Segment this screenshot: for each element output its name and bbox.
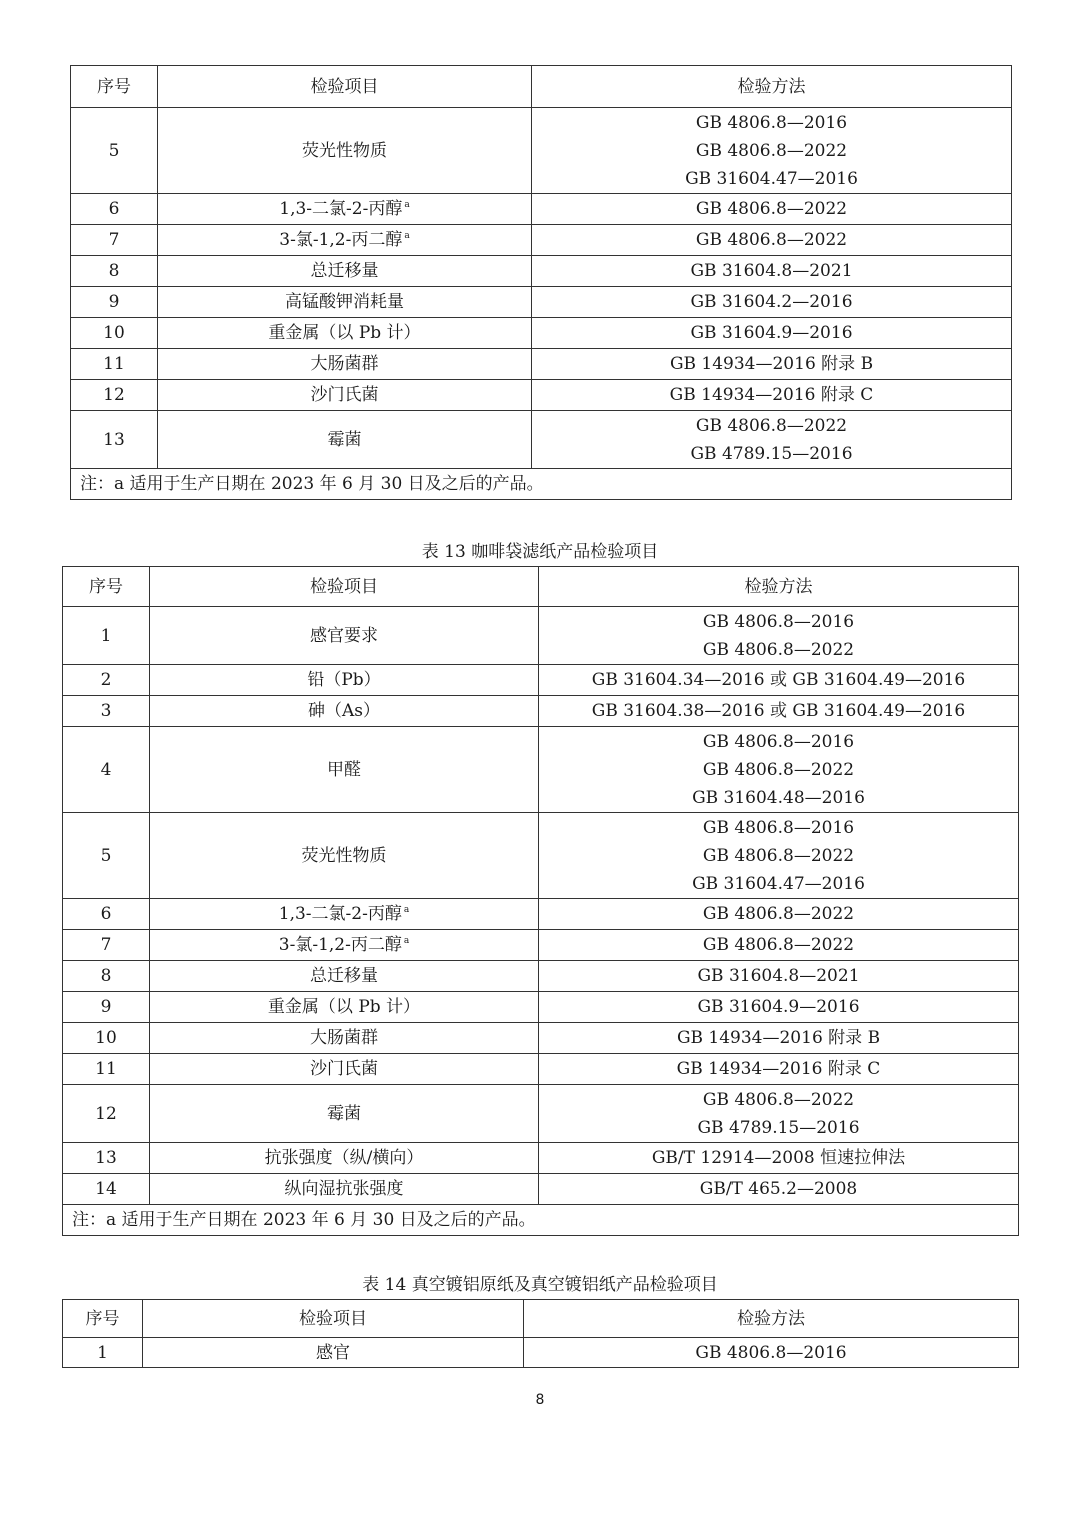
inspection-method (532, 194, 1012, 225)
inspection-item (158, 349, 532, 380)
row-number: 11 (63, 1054, 150, 1085)
method-line: GB 31604.8—2021 (690, 261, 853, 281)
inspection-method (539, 1023, 1019, 1054)
method-line: GB 14934—2016 附录 C (676, 1059, 881, 1079)
item-label: 总迁移量 (310, 261, 379, 281)
item-label: 1,3-二氯-2-丙醇 (279, 199, 403, 219)
method-line: GB 31604.8—2021 (697, 966, 860, 986)
table-row (63, 961, 1019, 992)
table-row (63, 696, 1019, 727)
method-line: GB 14934—2016 附录 B (669, 354, 874, 374)
table-body (63, 1300, 1019, 1368)
inspection-item (150, 1143, 539, 1174)
row-number: 4 (63, 727, 150, 813)
header-no: 序号 (71, 66, 158, 108)
table-note: 注：a 适用于生产日期在 2023 年 6 月 30 日及之后的产品。 (71, 469, 1012, 500)
header-no: 序号 (63, 1300, 143, 1338)
item-label: 甲醛 (327, 759, 361, 780)
method-line: GB 4806.8—2016 (702, 611, 855, 632)
inspection-item (150, 930, 539, 961)
inspection-table-continued (70, 65, 1012, 500)
page-number: 8 (535, 1392, 545, 1408)
item-label: 荧光性物质 (301, 845, 387, 866)
table-row (63, 930, 1019, 961)
table-row (63, 1023, 1019, 1054)
row-number: 10 (63, 1023, 150, 1054)
footnote-marker: a (404, 231, 410, 242)
header-item: 检验项目 (143, 1300, 524, 1338)
item-label: 荧光性物质 (302, 140, 387, 161)
table-row (63, 607, 1019, 665)
item-label: 感官 (316, 1342, 350, 1363)
inspection-item (143, 1338, 524, 1368)
inspection-method (539, 727, 1019, 813)
inspection-item (150, 813, 539, 899)
inspection-item (158, 318, 532, 349)
header-method: 检验方法 (532, 66, 1012, 108)
inspection-item (158, 287, 532, 318)
table-13-caption: 表 13 咖啡袋滤纸产品检验项目 (421, 542, 659, 562)
method-line: GB 14934—2016 附录 C (669, 385, 874, 405)
method-line: GB 4789.15—2016 (697, 1117, 860, 1138)
footnote-marker: a (403, 905, 410, 916)
item-label: 沙门氏菌 (310, 1059, 378, 1079)
header-row (63, 567, 1019, 607)
table-row (63, 813, 1019, 899)
table-row (63, 899, 1019, 930)
inspection-item (150, 1023, 539, 1054)
inspection-item (150, 961, 539, 992)
item-label: 3-氯-1,2-丙二醇 (279, 230, 403, 250)
header-method: 检验方法 (539, 567, 1019, 607)
table-14 (62, 1299, 1019, 1368)
table-14-caption: 表 14 真空镀铝原纸及真空镀铝纸产品检验项目 (362, 1275, 718, 1295)
method-line: GB 4806.8—2022 (695, 230, 848, 250)
table-row (71, 287, 1012, 318)
table-row (63, 1338, 1019, 1368)
inspection-item (150, 727, 539, 813)
method-line: GB 4806.8—2022 (702, 639, 855, 660)
header-item: 检验项目 (150, 567, 539, 607)
method-line: GB 31604.9—2016 (690, 323, 853, 343)
inspection-item (158, 411, 532, 469)
inspection-method (539, 1143, 1019, 1174)
method-line: GB 4806.8—2016 (695, 112, 848, 133)
inspection-method (539, 930, 1019, 961)
method-line: GB 31604.38—2016 或 GB 31604.49—2016 (591, 701, 966, 721)
header-item: 检验项目 (158, 66, 532, 108)
item-label: 砷（As） (307, 701, 380, 721)
row-number: 13 (71, 411, 158, 469)
row-number: 1 (63, 1338, 143, 1368)
inspection-method (539, 696, 1019, 727)
inspection-method (539, 1085, 1019, 1143)
item-label: 纵向湿抗张强度 (284, 1179, 404, 1199)
row-number: 7 (71, 225, 158, 256)
item-label: 3-氯-1,2-丙二醇 (278, 935, 402, 955)
row-number: 13 (63, 1143, 150, 1174)
row-number: 5 (71, 108, 158, 194)
method-line: GB/T 12914—2008 恒速拉伸法 (651, 1148, 906, 1168)
inspection-method (539, 665, 1019, 696)
table-body (71, 66, 1012, 500)
row-number: 11 (71, 349, 158, 380)
table-row (71, 194, 1012, 225)
header-no: 序号 (63, 567, 150, 607)
method-line: GB/T 465.2—2008 (699, 1179, 858, 1199)
table-row (71, 256, 1012, 287)
inspection-method (532, 380, 1012, 411)
item-label: 重金属（以 Pb 计） (268, 323, 421, 343)
method-line: GB 31604.48—2016 (692, 787, 865, 808)
inspection-item (150, 665, 539, 696)
footnote-marker: a (404, 200, 410, 211)
inspection-method (532, 349, 1012, 380)
inspection-method (532, 108, 1012, 194)
method-line: GB 31604.47—2016 (685, 168, 858, 189)
footnote-marker: a (403, 936, 410, 947)
inspection-method (539, 1054, 1019, 1085)
header-row (71, 66, 1012, 108)
inspection-item (158, 380, 532, 411)
row-number: 14 (63, 1174, 150, 1205)
note-row (63, 1205, 1019, 1236)
row-number: 3 (63, 696, 150, 727)
item-label: 抗张强度（纵/横向） (264, 1148, 424, 1168)
header-method: 检验方法 (524, 1300, 1019, 1338)
method-line: GB 31604.47—2016 (692, 873, 865, 894)
method-line: GB 31604.2—2016 (690, 292, 853, 312)
inspection-method (539, 961, 1019, 992)
method-line: GB 4806.8—2016 (702, 817, 855, 838)
table-13 (62, 566, 1019, 1236)
row-number: 8 (63, 961, 150, 992)
inspection-method (539, 1174, 1019, 1205)
method-line: GB 4806.8—2022 (702, 935, 855, 955)
item-label: 霉菌 (327, 1103, 361, 1124)
inspection-method (532, 287, 1012, 318)
method-line: GB 31604.9—2016 (697, 997, 860, 1017)
method-line: GB 31604.34—2016 或 GB 31604.49—2016 (591, 670, 966, 690)
method-line: GB 4806.8—2016 (702, 731, 855, 752)
inspection-method (539, 607, 1019, 665)
note-row (71, 469, 1012, 500)
inspection-item (150, 1085, 539, 1143)
item-label: 大肠菌群 (310, 1028, 378, 1048)
row-number: 9 (71, 287, 158, 318)
row-number: 8 (71, 256, 158, 287)
table-row (63, 1143, 1019, 1174)
method-line: GB 4789.15—2016 (690, 443, 853, 464)
inspection-method (532, 318, 1012, 349)
method-line: GB 4806.8—2016 (695, 1342, 847, 1363)
inspection-method (524, 1338, 1019, 1368)
inspection-method (539, 992, 1019, 1023)
inspection-item (150, 992, 539, 1023)
inspection-item (158, 194, 532, 225)
inspection-item (150, 696, 539, 727)
method-line: GB 4806.8—2022 (702, 759, 855, 780)
item-label: 大肠菌群 (310, 354, 379, 374)
table-row (71, 349, 1012, 380)
inspection-method (539, 899, 1019, 930)
table-row (71, 108, 1012, 194)
table-row (71, 318, 1012, 349)
item-label: 高锰酸钾消耗量 (285, 292, 404, 312)
item-label: 霉菌 (327, 429, 362, 450)
inspection-item (150, 899, 539, 930)
method-line: GB 4806.8—2022 (695, 140, 848, 161)
inspection-item (158, 225, 532, 256)
header-row (63, 1300, 1019, 1338)
inspection-method (532, 225, 1012, 256)
row-number: 6 (71, 194, 158, 225)
table-row (71, 411, 1012, 469)
item-label: 铅（Pb） (307, 670, 381, 690)
row-number: 1 (63, 607, 150, 665)
table-row (63, 665, 1019, 696)
row-number: 7 (63, 930, 150, 961)
table-row (63, 727, 1019, 813)
method-line: GB 4806.8—2022 (702, 845, 855, 866)
row-number: 10 (71, 318, 158, 349)
method-line: GB 4806.8—2022 (702, 904, 855, 924)
row-number: 6 (63, 899, 150, 930)
row-number: 9 (63, 992, 150, 1023)
item-label: 沙门氏菌 (310, 385, 379, 405)
inspection-method (532, 256, 1012, 287)
method-line: GB 4806.8—2022 (695, 415, 848, 436)
inspection-item (150, 607, 539, 665)
method-line: GB 4806.8—2022 (695, 199, 848, 219)
inspection-method (532, 411, 1012, 469)
item-label: 感官要求 (310, 625, 378, 646)
inspection-item (150, 1054, 539, 1085)
row-number: 12 (71, 380, 158, 411)
table-note: 注：a 适用于生产日期在 2023 年 6 月 30 日及之后的产品。 (63, 1205, 1019, 1236)
item-label: 总迁移量 (310, 966, 378, 986)
table-row (71, 225, 1012, 256)
row-number: 5 (63, 813, 150, 899)
table-row (63, 1174, 1019, 1205)
inspection-item (158, 256, 532, 287)
table-row (63, 1085, 1019, 1143)
table-row (63, 992, 1019, 1023)
inspection-item (158, 108, 532, 194)
table-body (63, 567, 1019, 1236)
table-row (71, 380, 1012, 411)
inspection-method (539, 813, 1019, 899)
row-number: 12 (63, 1085, 150, 1143)
row-number: 2 (63, 665, 150, 696)
inspection-item (150, 1174, 539, 1205)
item-label: 1,3-二氯-2-丙醇 (278, 904, 402, 924)
method-line: GB 14934—2016 附录 B (676, 1028, 881, 1048)
item-label: 重金属（以 Pb 计） (267, 997, 421, 1017)
method-line: GB 4806.8—2022 (702, 1089, 855, 1110)
table-row (63, 1054, 1019, 1085)
